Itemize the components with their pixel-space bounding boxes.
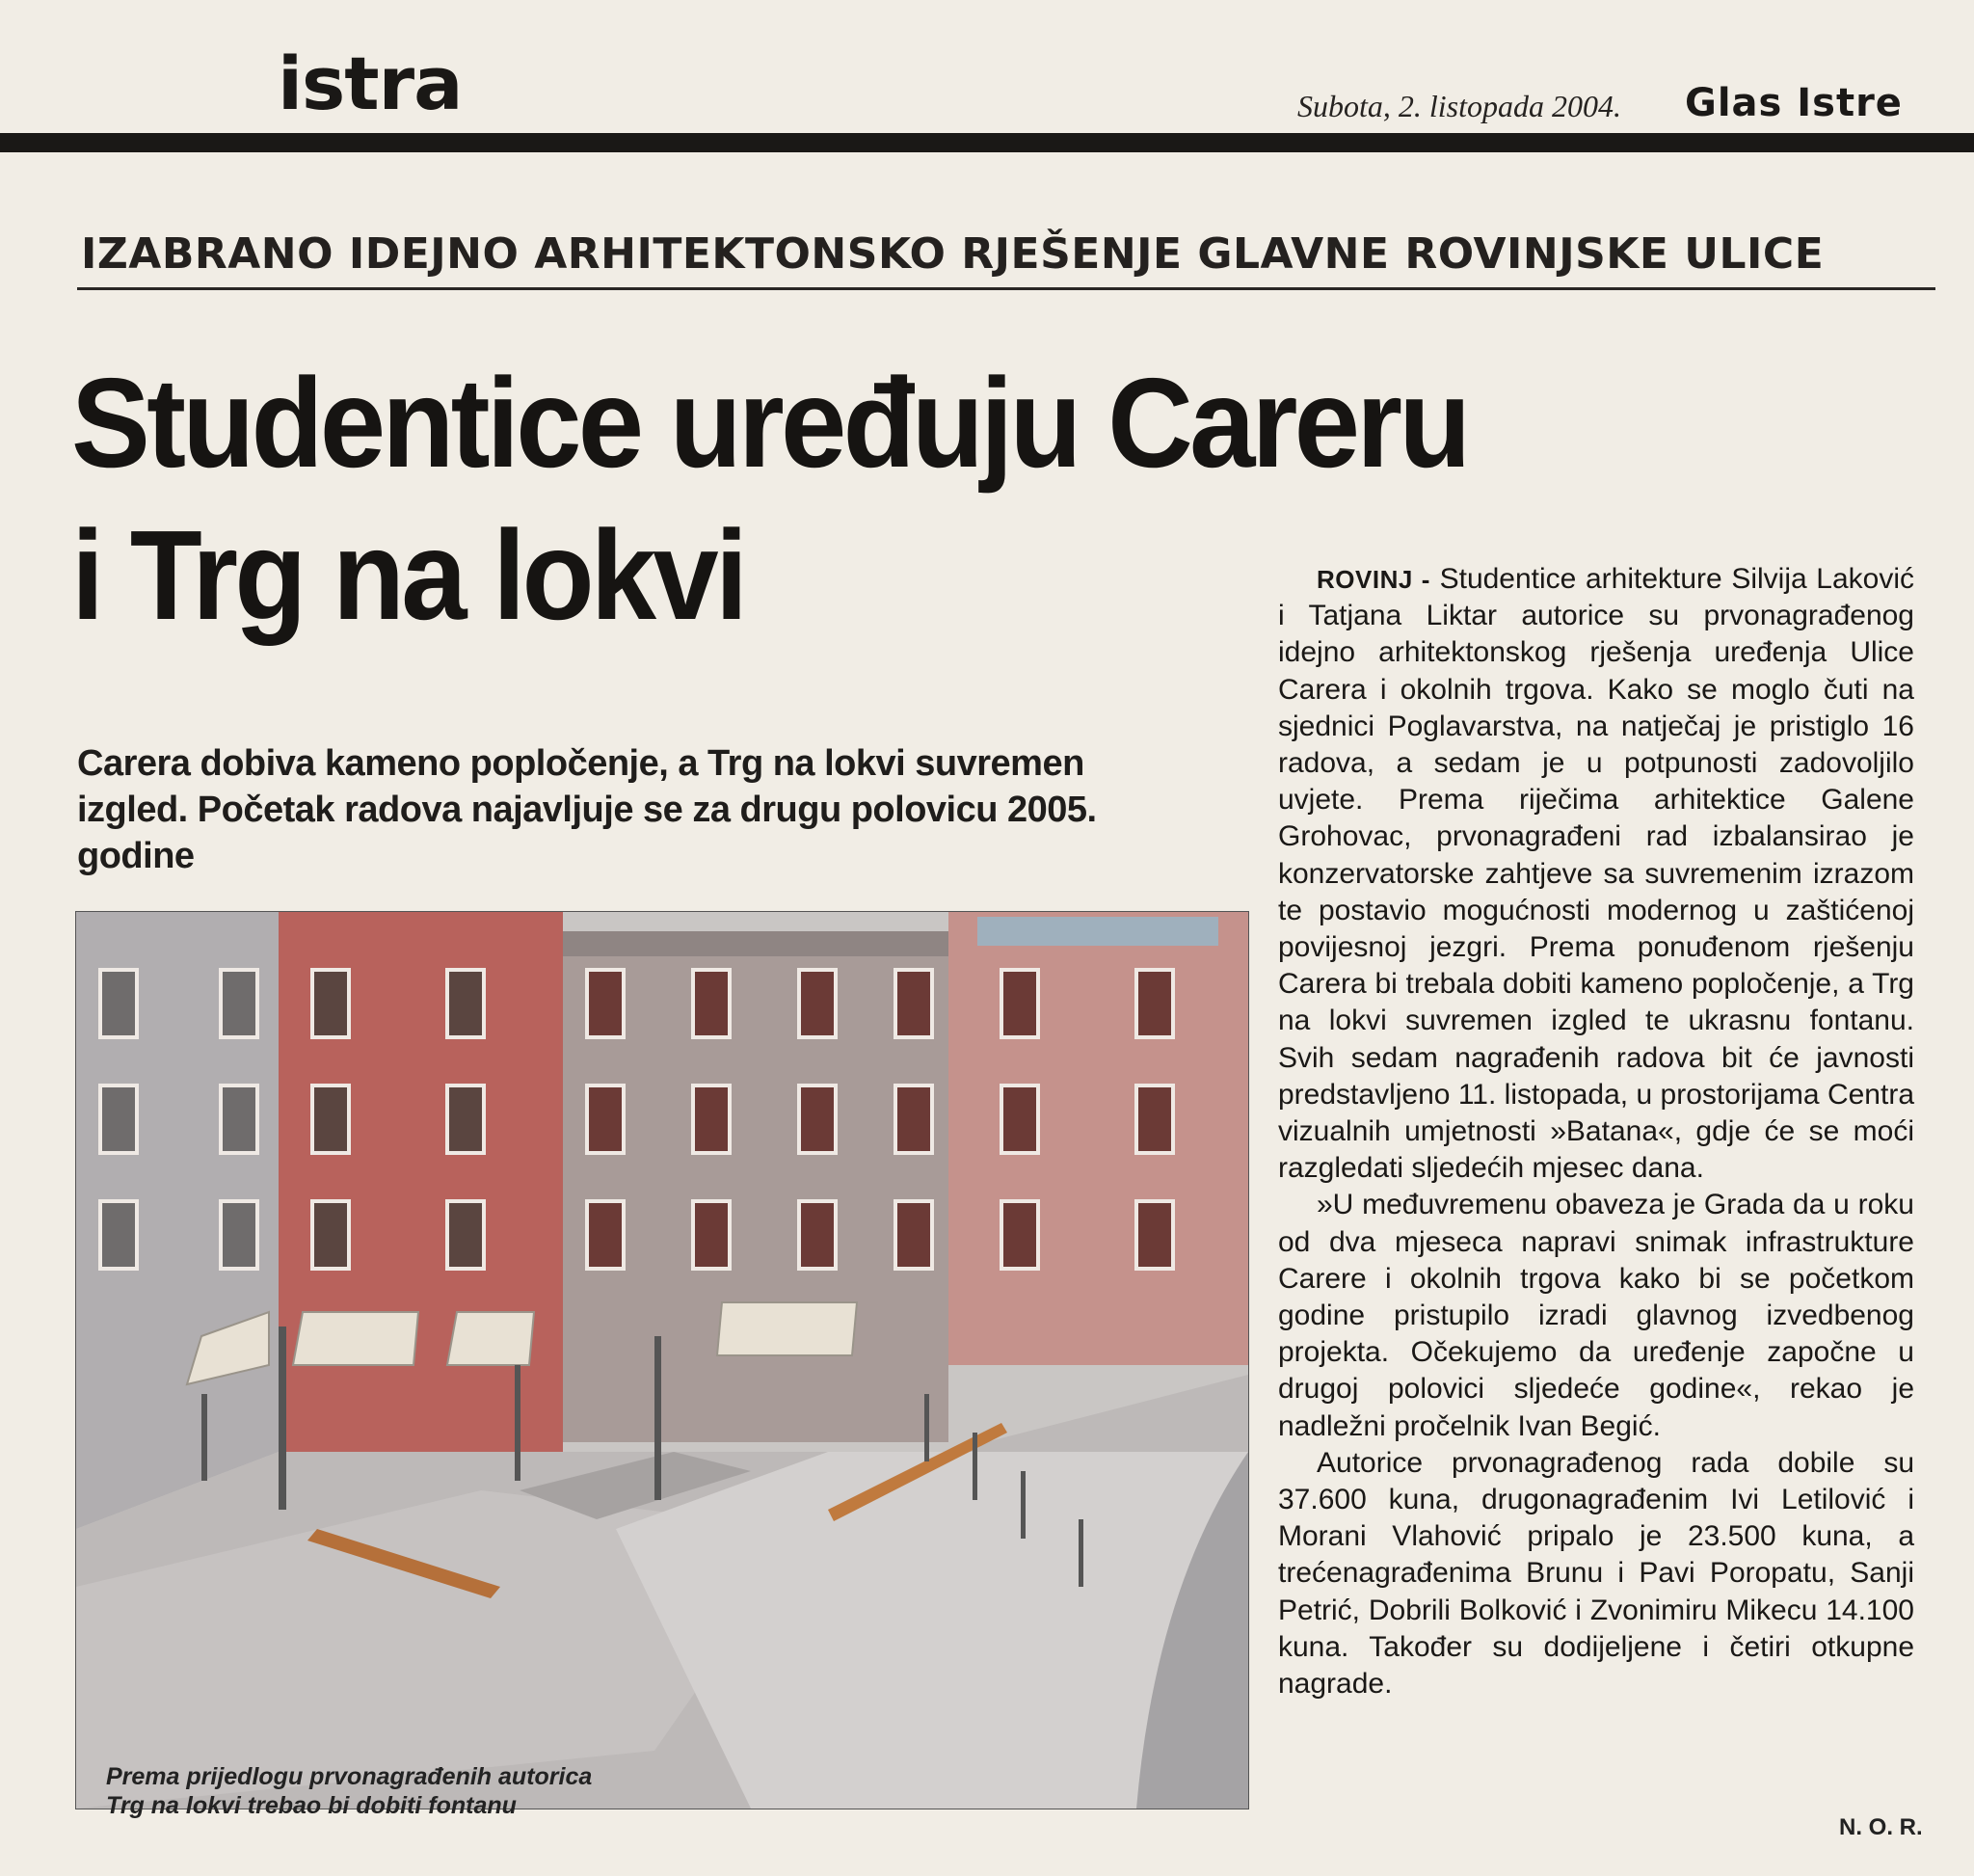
architectural-rendering (76, 912, 1248, 1809)
body-paragraph-1 (1278, 561, 1914, 1187)
body-paragraph-3: Autorice prvonagrađenog rada dobile su 37.600 kuna, drugonagrađenim Ivi Letilović i Morani Vlahović pripalo je 23.500 kuna, a trećenagrađenima Brunu i Pavi Poropatu, Sanji Petrić, Dobrili Bolković i Zvonimiru Mikecu 14.100 kuna. Također su dodijeljene i četiri otkupne nagrade. (1278, 1446, 1914, 1701)
header-rule (0, 133, 1974, 152)
window (1001, 970, 1038, 1037)
window (447, 1085, 484, 1153)
newspaper-name: Glas Istre (1685, 81, 1903, 125)
window (312, 1085, 349, 1153)
window (895, 1201, 932, 1269)
window (100, 970, 137, 1037)
byline: N. O. R. (1839, 1814, 1923, 1840)
window (1136, 1085, 1173, 1153)
window (447, 1201, 484, 1269)
window (1136, 1201, 1173, 1269)
headline-line-2: i Trg na lokvi (71, 504, 745, 646)
window (312, 1201, 349, 1269)
window (221, 970, 257, 1037)
body-paragraph-2: »U međuvremenu obaveza je Grada da u roku od dva mjeseca napravi snimak infrastrukture Carere i okolnih trgova kako bi se početkom godine pristupilo izradi glavnog izvedbenog projekta. Očekujemo da uređenje započne u drugoj polovici sljedeće godine«, rekao je nadležni pročelnik Ivan Begić. (1278, 1189, 1914, 1442)
window (221, 1201, 257, 1269)
section-name: istra (278, 40, 463, 126)
window (799, 1201, 836, 1269)
caption-line-2: Trg na lokvi trebao bi dobiti fontanu (106, 1792, 517, 1819)
issue-date: Subota, 2. listopada 2004. (1297, 89, 1622, 123)
window (895, 1085, 932, 1153)
article-subhead: Carera dobiva kameno popločenje, a Trg na lokvi suvremen izgled. Početak radova najavljuje se za drugu polovicu 2005. godine (77, 743, 1097, 876)
photo-caption (106, 1762, 839, 1820)
article-kicker: IZABRANO IDEJNO ARHITEKTONSKO RJEŠENJE GLAVNE ROVINJSKE ULICE (81, 229, 1825, 279)
caption-line-1: Prema prijedlogu prvonagrađenih autorica (106, 1763, 593, 1790)
window (587, 1201, 624, 1269)
window (1136, 970, 1173, 1037)
window (312, 970, 349, 1037)
window (100, 1201, 137, 1269)
window (799, 1085, 836, 1153)
article-photo (75, 911, 1249, 1809)
window (895, 970, 932, 1037)
window (1001, 1201, 1038, 1269)
dateline: ROVINJ - (1317, 565, 1430, 594)
window (587, 1085, 624, 1153)
kicker-rule (77, 287, 1935, 290)
paragraph-1-text: Studentice arhitekture Silvija Laković i Tatjana Liktar autorice su prvonagrađenog idejno arhitektonskog rješenja uređenja Ulice Carera i okolnih trgova. Kako se moglo čuti na sjednici Poglavarstva, na natječaj je pristiglo 16 radova, a sedam je u potpunosti zadovoljilo uvjete. Prema riječima arhitektice Galene Grohovac, prvonagrađeni rad izbalansirao je konzervatorske zahtjeve sa suvremenim izrazom te postavio mogućnosti modernog u zaštićenoj povijesnoj jezgri. Prema ponuđenom rješenju Carera bi trebala dobiti kameno popločenje, a Trg na lokvi suvremen izgled te ukrasnu fontanu. Svih sedam nagrađenih radova bit će javnosti predstavljeno 11. listopada, u prostorijama Centra vizualnih umjetnosti »Batana«, gdje će se moći razgledati sljedećih mjesec dana. (1278, 563, 1915, 1185)
window (693, 1085, 730, 1153)
window (799, 970, 836, 1037)
window (693, 970, 730, 1037)
window (100, 1085, 137, 1153)
article-body (1278, 561, 1914, 1702)
window (693, 1201, 730, 1269)
window (221, 1085, 257, 1153)
window (447, 970, 484, 1037)
window (587, 970, 624, 1037)
window (1001, 1085, 1038, 1153)
headline-line-1: Studentice uređuju Careru (71, 352, 1468, 494)
